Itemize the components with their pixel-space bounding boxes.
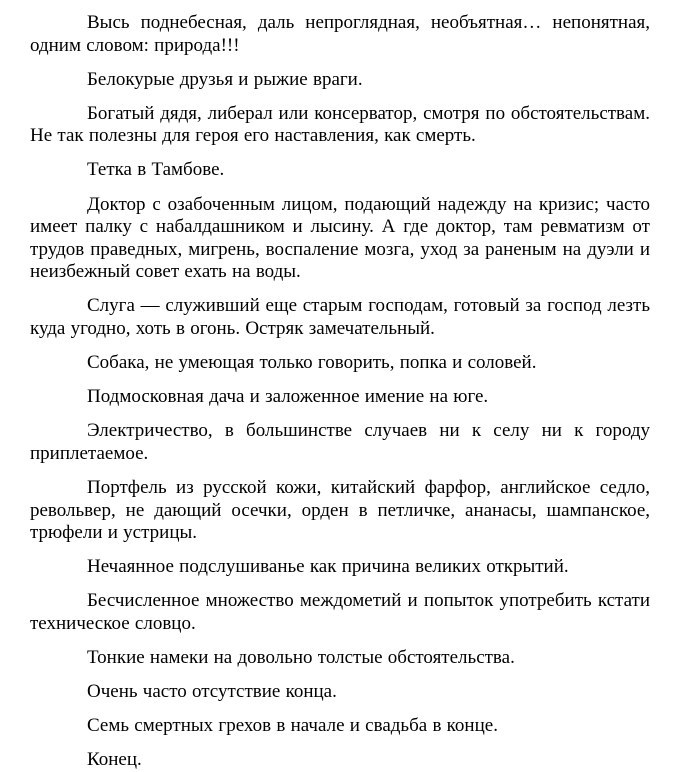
- paragraph-hints: Тонкие намеки на довольно толстые обстоятельства.: [87, 647, 515, 669]
- paragraph-seven-sins: Семь смертных грехов в начале и свадьба в конце.: [87, 715, 498, 737]
- paragraph-dog: Собака, не умеющая только говорить, попка и соловей.: [87, 352, 537, 374]
- paragraph-rich-uncle: Богатый дядя, либерал или консерватор, смотря по обстоятельствам. Не так полезны для героя его наставления, как смерть.: [30, 102, 650, 147]
- paragraph-portfolio: Портфель из русской кожи, китайский фарфор, английское седло, револьвер, не дающий осечки, орден в петличке, ананасы, шампанское, трюфели и устрицы.: [30, 477, 650, 544]
- paragraph-electricity: Электричество, в большинстве случаев ни к селу ни к городу приплетаемое.: [30, 420, 650, 464]
- paragraph-nature: Высь поднебесная, даль непроглядная, необъятная… непонятная, одним словом: природа!!!: [30, 12, 650, 56]
- paragraph-friends-enemies: Белокурые друзья и рыжие враги.: [87, 68, 363, 90]
- paragraph-interjections: Бесчисленное множество междометий и попыток употребить кстати техническое словцо.: [30, 590, 650, 634]
- paragraph-doctor: Доктор с озабоченным лицом, подающий надежду на кризис; часто имеет палку с набалдашником и лысину. А где доктор, там ревматизм от трудов праведных, мигрень, воспаление мозга, уход за раненым на дуэли и неизбежный совет ехать на воды.: [30, 193, 650, 283]
- paragraph-no-ending: Очень часто отсутствие конца.: [87, 681, 337, 703]
- paragraph-servant: Слуга — служивший еще старым господам, готовый за господ лезть куда угодно, хоть в огонь. Остряк замечательный.: [30, 295, 650, 340]
- paragraph-eavesdropping: Нечаянное подслушиванье как причина великих открытий.: [87, 556, 569, 578]
- paragraph-dacha: Подмосковная дача и заложенное имение на юге.: [87, 386, 489, 408]
- paragraph-the-end: Конец.: [87, 749, 142, 771]
- paragraph-aunt-tambov: Тетка в Тамбове.: [87, 159, 225, 181]
